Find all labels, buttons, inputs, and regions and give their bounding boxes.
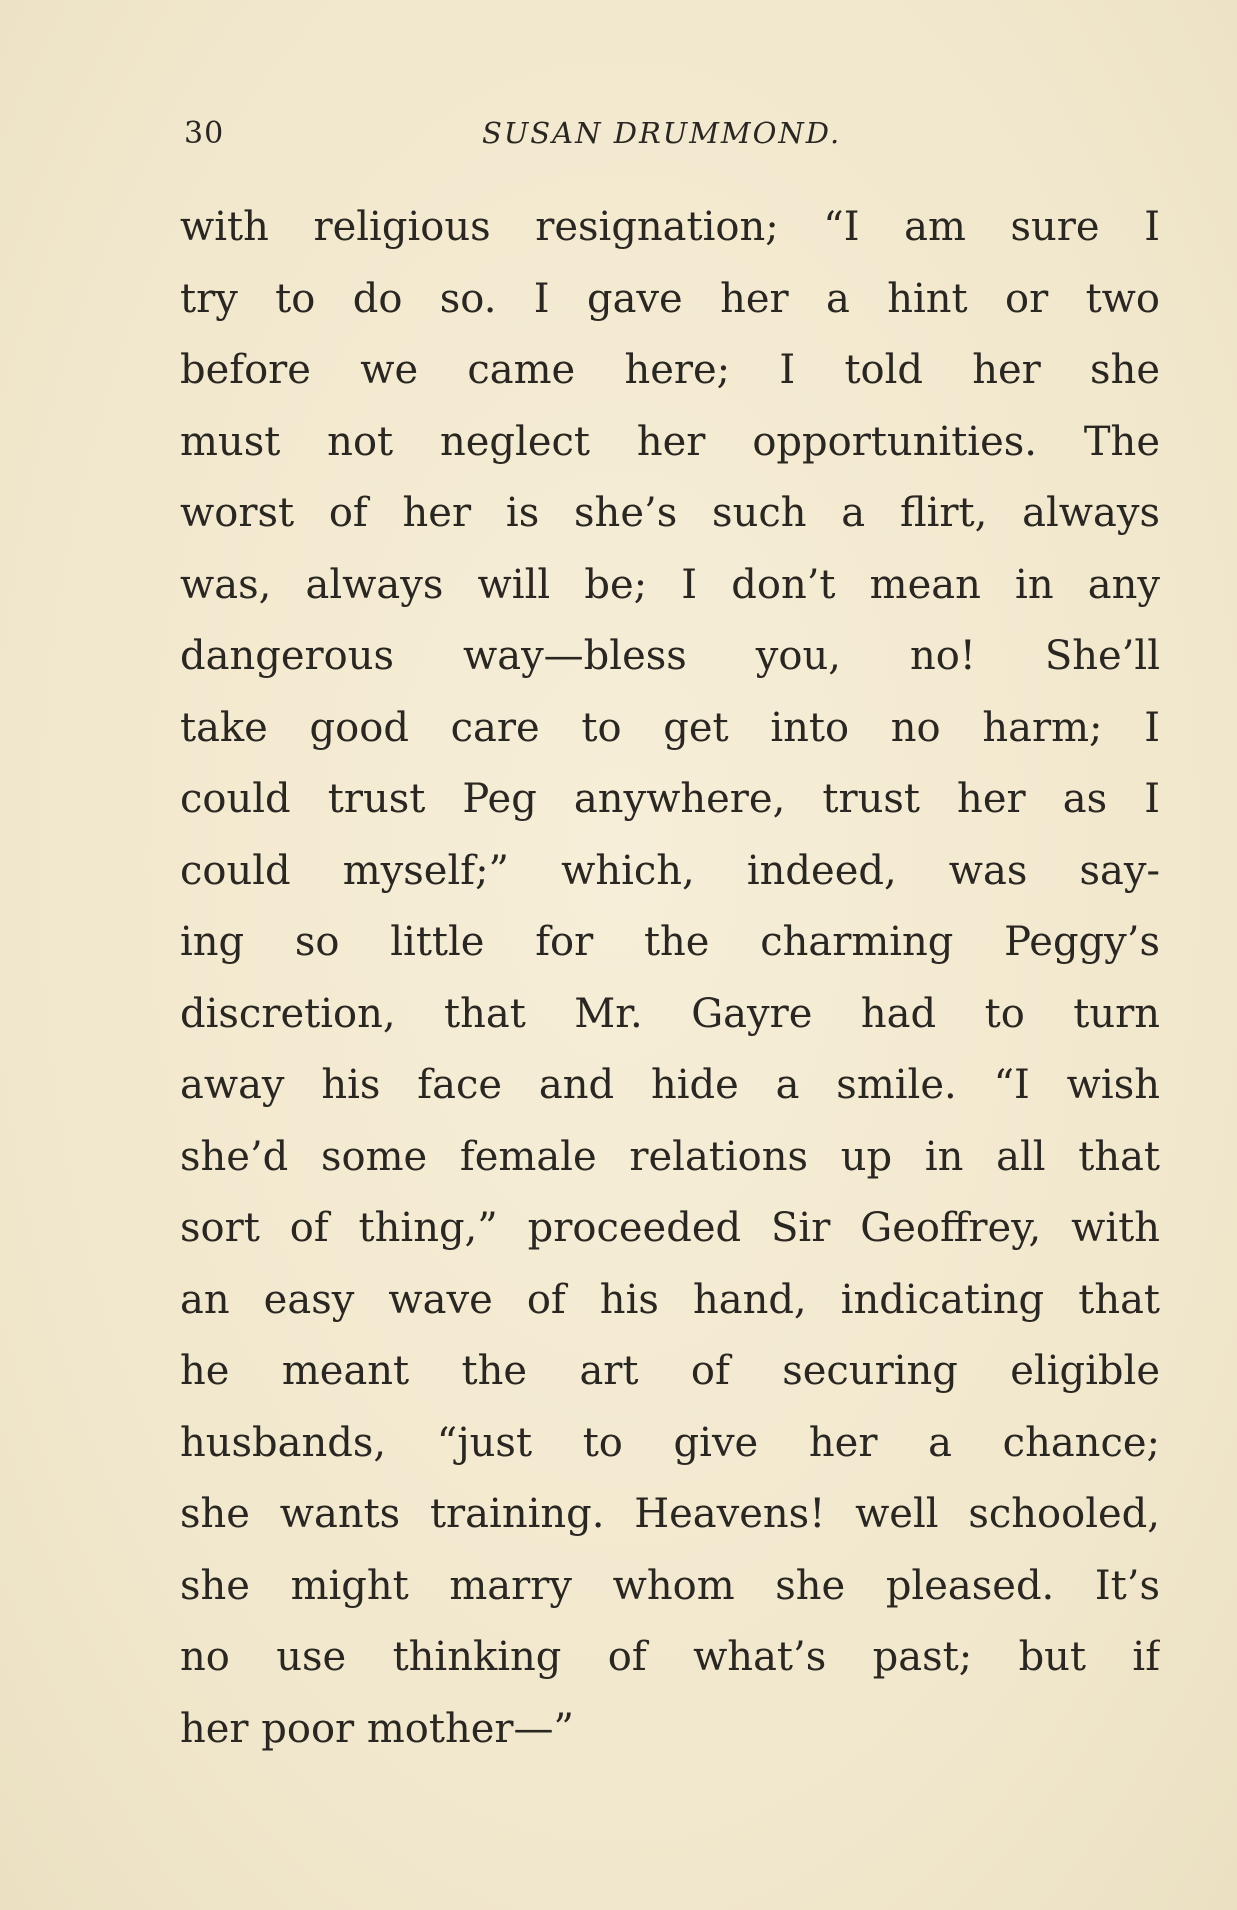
text-line: with religious resignation; “I am sure I [180, 204, 1160, 250]
text-line: must not neglect her opportunities. The [180, 418, 1160, 465]
text-line: ing so little for the charming Peggy’s [180, 919, 1160, 965]
running-title: SUSAN DRUMMOND. [482, 116, 842, 150]
text-line: she’d some female relations up in all that [180, 1133, 1160, 1180]
text-line: take good care to get into no harm; I [180, 704, 1160, 751]
page-header [180, 112, 1160, 152]
text-line: husbands, “just to give her a chance; [180, 1419, 1160, 1466]
text-line: her poor mother—” [180, 1705, 574, 1752]
text-line: was, always will be; I don’t mean in any [180, 561, 1160, 608]
text-line: dangerous way—bless you, no! She’ll [180, 633, 1160, 679]
text-line: before we came here; I told her she [180, 347, 1160, 393]
text-line: he meant the art of securing eligible [180, 1348, 1160, 1394]
text-line: sort of thing,” proceeded Sir Geoffrey, with [180, 1205, 1160, 1251]
text-line: try to do so. I gave her a hint or two [180, 275, 1160, 322]
text-line: discretion, that Mr. Gayre had to turn [180, 990, 1160, 1037]
text-line: no use thinking of what’s past; but if [180, 1634, 1160, 1680]
body-text [180, 192, 1160, 1765]
text-line: could myself;” which, indeed, was say- [180, 847, 1160, 894]
page-number: 30 [184, 116, 225, 151]
text-line: an easy wave of his hand, indicating that [180, 1276, 1160, 1323]
text-line: worst of her is she’s such a flirt, always [180, 490, 1160, 536]
text-line: she wants training. Heavens! well schooled, [180, 1491, 1160, 1537]
text-line: could trust Peg anywhere, trust her as I [180, 776, 1160, 822]
text-line: she might marry whom she pleased. It’s [180, 1562, 1160, 1609]
text-line: away his face and hide a smile. “I wish [180, 1062, 1160, 1108]
